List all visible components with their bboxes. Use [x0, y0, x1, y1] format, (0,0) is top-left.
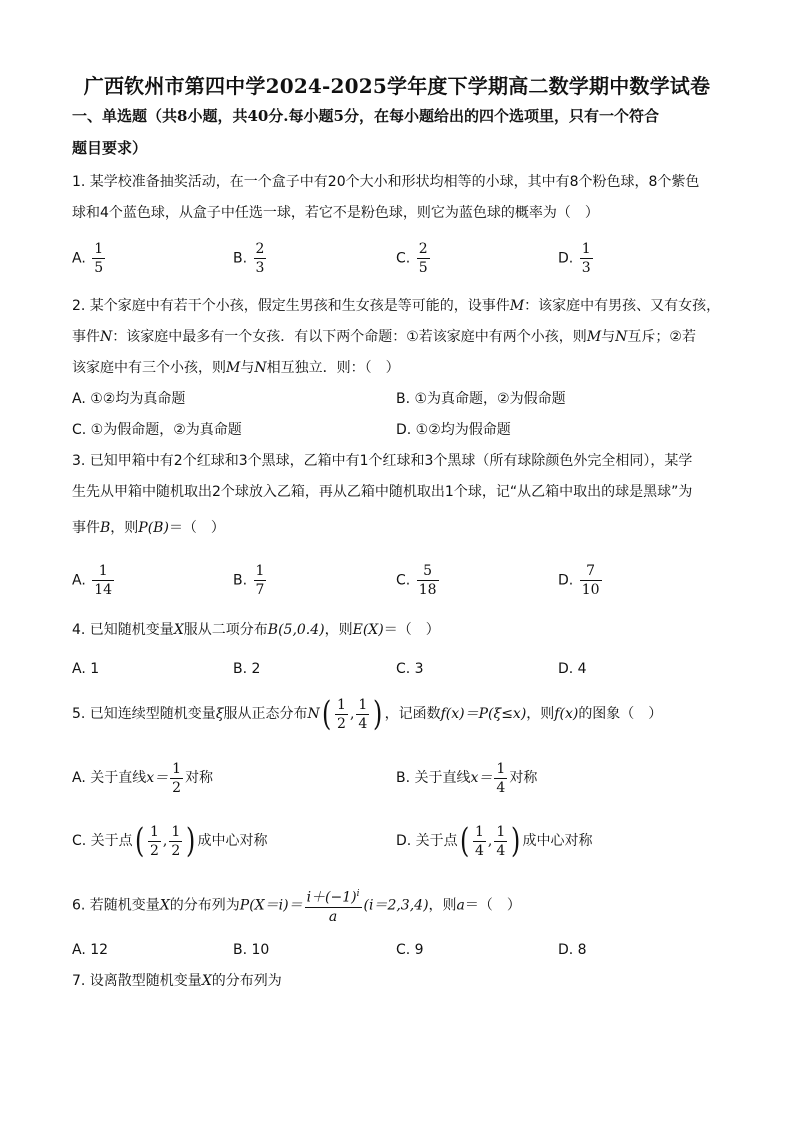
q3-option-b: B. $\frac{1}{7}$	[233, 563, 265, 598]
fraction: $\frac{7}{10}$	[581, 563, 600, 598]
fraction: $\frac{5}{18}$	[418, 563, 437, 598]
q5-option-a: A. 关于直线x＝ $\frac{1}{2}$ 对称	[72, 760, 214, 796]
fraction: $\frac{1}{5}$	[94, 241, 104, 276]
q7-text: 7. 设离散型随机变量X的分布列为	[72, 973, 282, 989]
q4-option-c: C. 3	[396, 661, 424, 677]
q1-option-a: A. $\frac{1}{5}$	[72, 241, 104, 276]
q6-option-a: A. 12	[72, 942, 109, 958]
q6-text: 6. 若随机变量X的分布列为P(X＝i)＝ $\frac{i+(-1)^i}{a}$ (i＝2,3,4)，则a＝（ ）	[72, 889, 521, 925]
q5-option-c: C. 关于点( $\frac{1}{2}$ , $\frac{1}{2}$ ) 成中心对称	[72, 821, 268, 861]
section-heading-cont: 题目要求）	[72, 139, 148, 157]
page-title: 广西钦州市第四中学2024-2025学年度下学期高二数学期中数学试卷	[83, 74, 711, 98]
q4-text: 4. 已知随机变量X服从二项分布B(5,0.4)，则E(X)＝（ ）	[72, 622, 440, 638]
q5-text: 5. 已知连续型随机变量ξ服从正态分布N( $\frac{1}{2}$ , $\frac{1}{4}$ ) ，记函数f(x)＝P(ξ≤x)，则f(x)的图象（ ）	[72, 694, 663, 734]
q1-option-d: D. $\frac{1}{3}$	[558, 241, 591, 276]
q2-option-d: D. ①②均为假命题	[396, 422, 511, 438]
fraction: $\frac{1}{7}$	[255, 563, 265, 598]
fraction: $\frac{2}{3}$	[255, 241, 265, 276]
q2-text-cont2: 该家庭中有三个小孩，则M与N相互独立．则：（ ）	[72, 360, 400, 376]
q2-text: 2. 某个家庭中有若干个小孩，假定生男孩和生女孩是等可能的，设事件M：该家庭中有男孩、又有女孩，	[72, 298, 721, 314]
q5-option-d: D. 关于点( $\frac{1}{4}$ , $\frac{1}{4}$ ) 成中心对称	[396, 821, 593, 861]
q5-option-b: B. 关于直线x＝ $\frac{1}{4}$ 对称	[396, 760, 538, 796]
q6-option-b: B. 10	[233, 942, 270, 958]
q3-text-cont: 生先从甲箱中随机取出2个球放入乙箱，再从乙箱中随机取出1个球，记“从乙箱中取出的球是黑球”为	[72, 484, 693, 500]
q3-option-a: A. $\frac{1}{14}$	[72, 563, 113, 598]
section-heading: 一、单选题（共8小题，共40分.每小题5分，在每小题给出的四个选项里，只有一个符合	[72, 107, 659, 125]
q2-option-b: B. ①为真命题，②为假命题	[396, 391, 566, 407]
fraction: $\frac{1}{3}$	[581, 241, 591, 276]
fraction: $\frac{2}{5}$	[418, 241, 428, 276]
q1-text-cont: 球和4个蓝色球，从盒子中任选一球，若它不是粉色球，则它为蓝色球的概率为（ ）	[72, 205, 599, 221]
q3-text: 3. 已知甲箱中有2个红球和3个黑球，乙箱中有1个红球和3个黑球（所有球除颜色外完全相同），某学	[72, 453, 693, 469]
fraction: $\frac{1}{14}$	[94, 563, 113, 598]
q6-option-c: C. 9	[396, 942, 424, 958]
q1-option-c: C. $\frac{2}{5}$	[396, 241, 428, 276]
q4-option-a: A. 1	[72, 661, 100, 677]
q3-option-c: C. $\frac{5}{18}$	[396, 563, 437, 598]
q2-option-c: C. ①为假命题，②为真命题	[72, 422, 242, 438]
q3-option-d: D. $\frac{7}{10}$	[558, 563, 600, 598]
q2-text-cont: 事件N：该家庭中最多有一个女孩．有以下两个命题：①若该家庭中有两个小孩，则M与N互斥；②若	[72, 329, 696, 345]
q3-text-cont2: 事件B，则P(B)＝（ ）	[72, 520, 225, 536]
q6-option-d: D. 8	[558, 942, 587, 958]
q1-option-b: B. $\frac{2}{3}$	[233, 241, 265, 276]
q4-option-d: D. 4	[558, 661, 587, 677]
q4-option-b: B. 2	[233, 661, 261, 677]
q1-text: 1. 某学校准备抽奖活动，在一个盒子中有20个大小和形状均相等的小球，其中有8个粉色球，8个紫色	[72, 174, 700, 190]
q2-option-a: A. ①②均为真命题	[72, 391, 186, 407]
